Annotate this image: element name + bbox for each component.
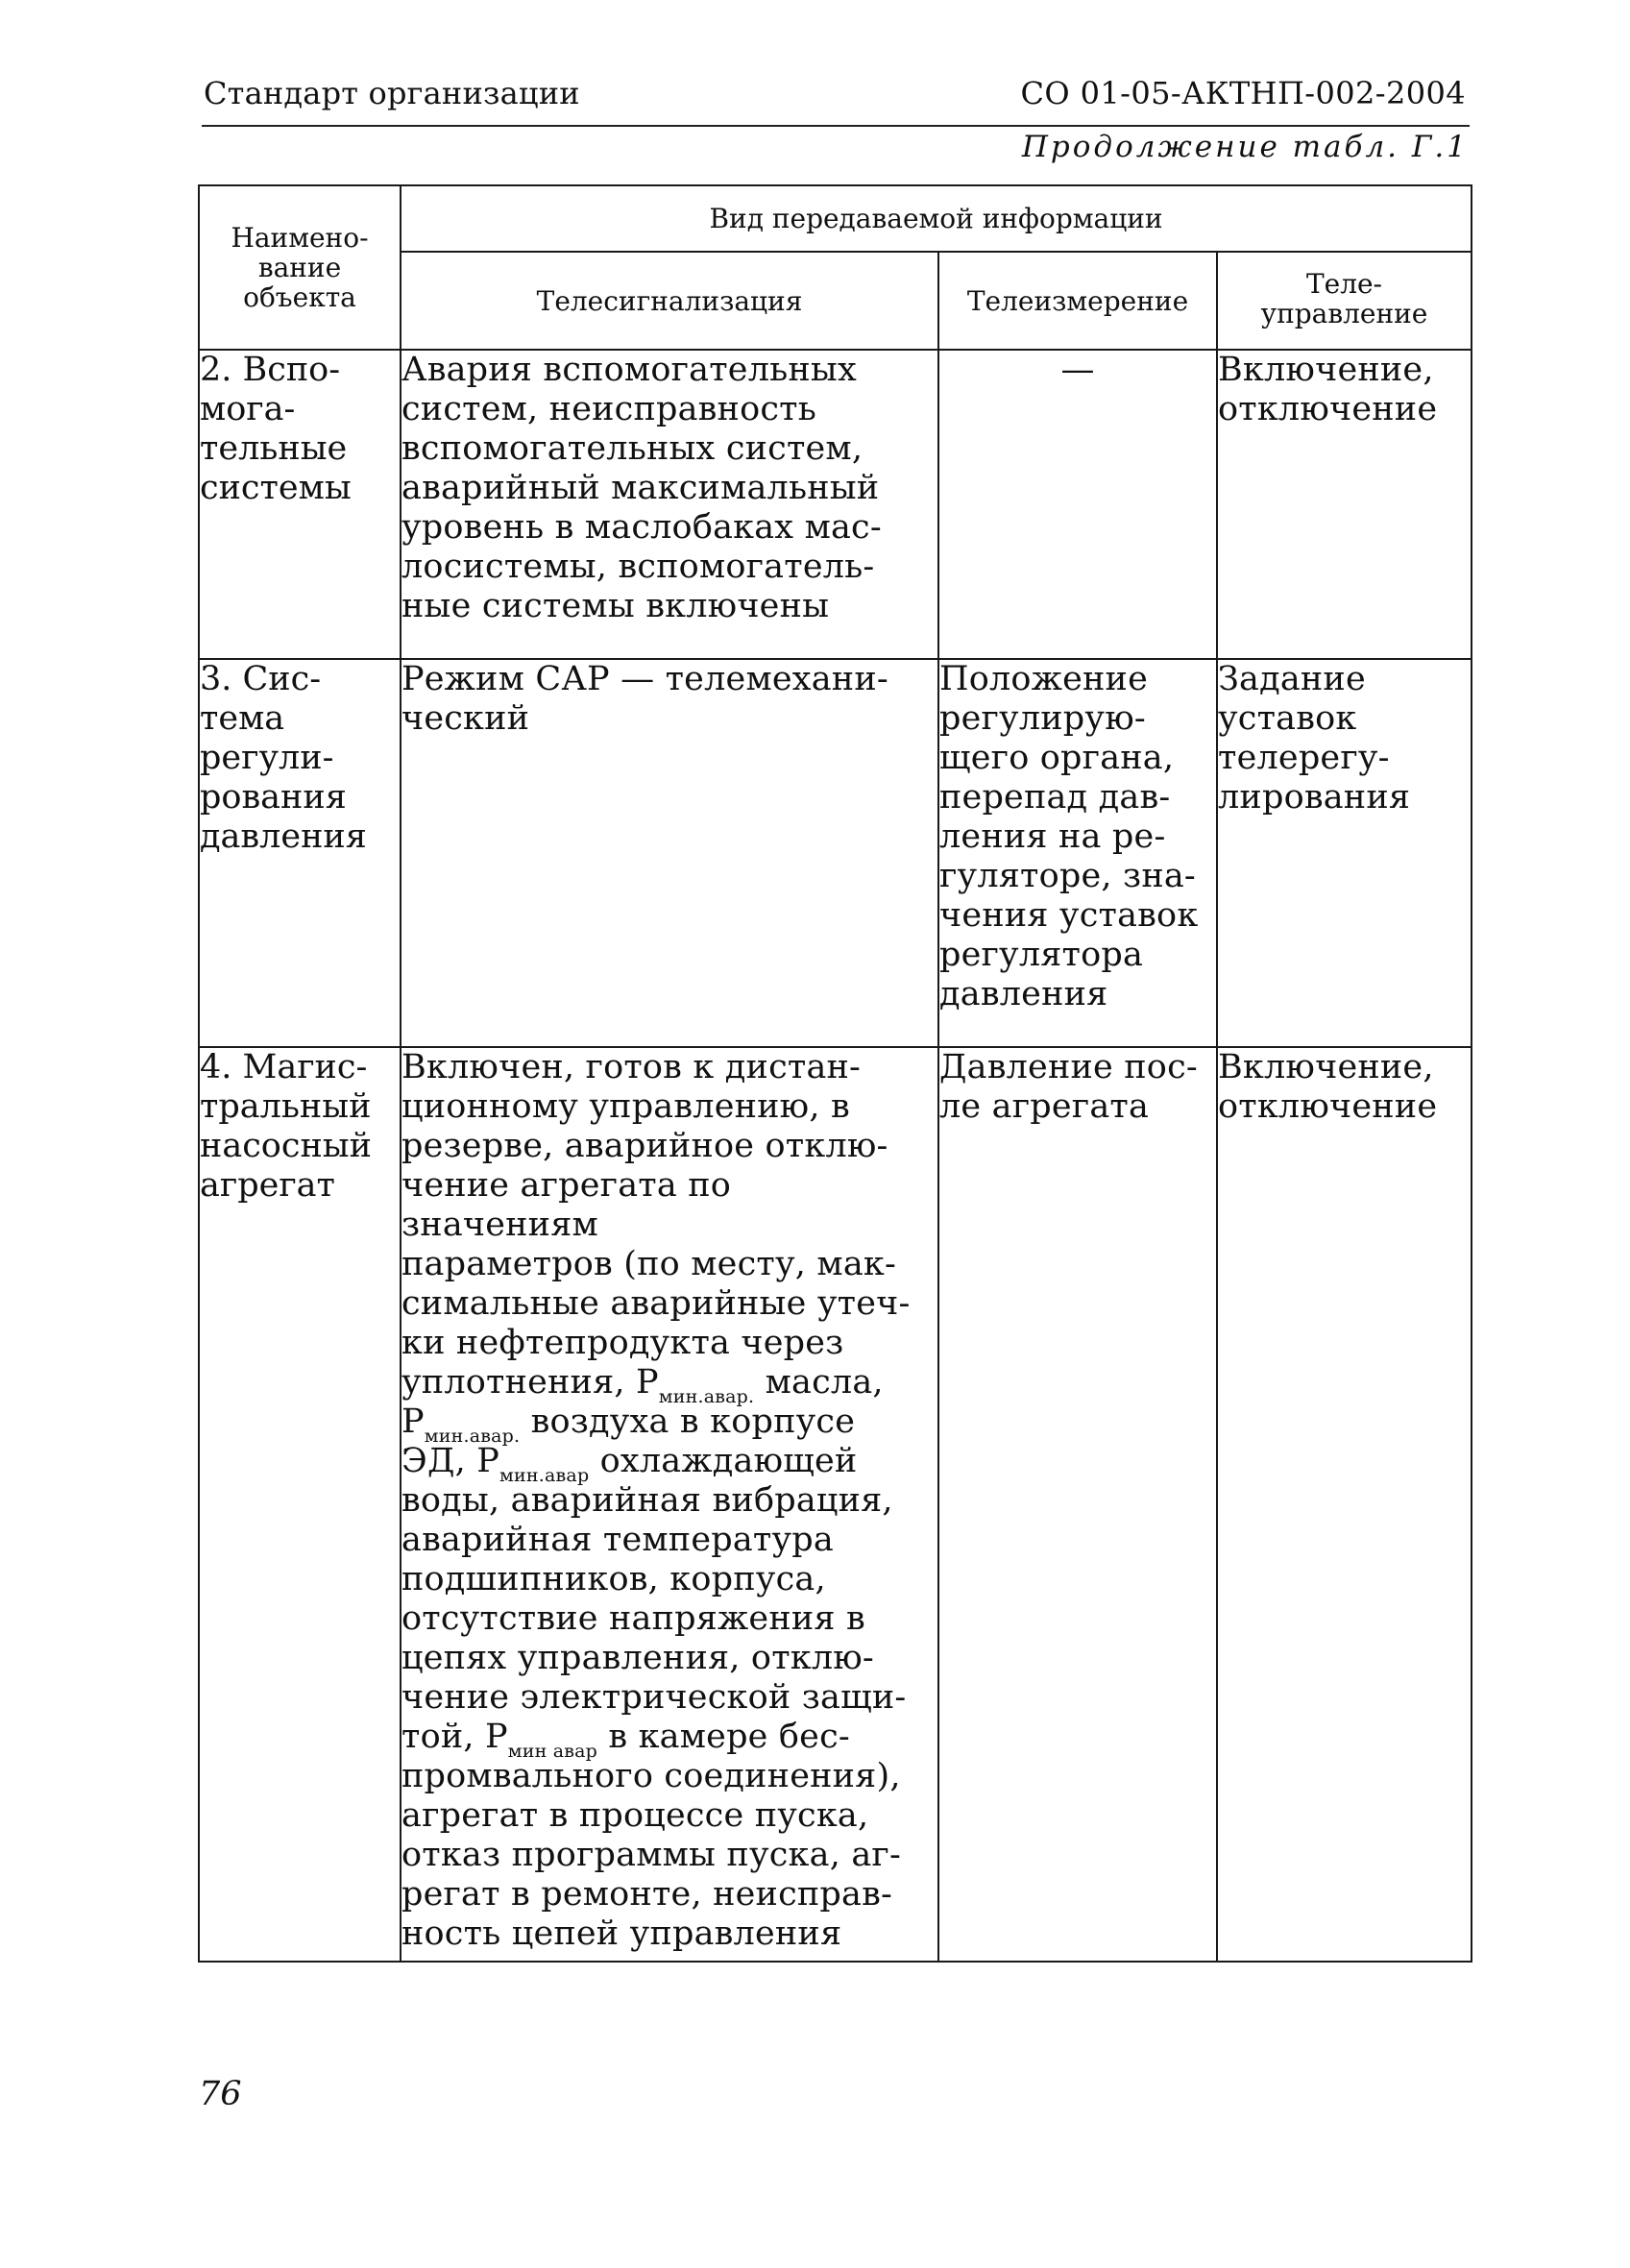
- table-continuation-label: Продолжение табл. Г.1: [1021, 130, 1469, 164]
- page-number: 76: [199, 2075, 242, 2113]
- signal-text: охлаждающей воды, аварийная вибрация, аварийная температура подшипников, корпуса, отсутствие напряжения в цепях управления, отклю- чение электрической защи- той, Р: [401, 1442, 907, 1756]
- telecontrol-cell: Задание уставок телерегу- лирования: [1217, 659, 1472, 1047]
- object-name-cell: 2. Вспо- мога- тельные системы: [199, 350, 401, 659]
- signal-text: масла, Р: [401, 1363, 884, 1441]
- object-name-header: Наимено- вание объекта: [199, 185, 401, 350]
- table-row: [199, 350, 1472, 659]
- telecontrol-cell: Включение, отключение: [1217, 350, 1472, 659]
- table-row: [199, 659, 1472, 1047]
- telemeasurement-cell: —: [938, 350, 1217, 659]
- telemeasurement-cell: Давление пос- ле агрегата: [938, 1047, 1217, 1962]
- telesignaling-cell: [401, 1047, 938, 1962]
- telecontrol-header: Теле- управление: [1217, 252, 1472, 350]
- telesignaling-cell: Режим САР — телемехани- ческий: [401, 659, 938, 1047]
- signal-text: Включен, готов к дистан- ционному управлению, в резерве, аварийное отклю- чение агрегата по значениям параметров (по месту, мак- симальные аварийные утеч- ки нефтепродукта через уплотнения, Р: [401, 1048, 911, 1402]
- object-name-cell: 4. Магис- тральный насосный агрегат: [199, 1047, 401, 1962]
- pressure-subscript: мин.авар: [499, 1465, 590, 1486]
- pressure-subscript: мин.авар.: [658, 1386, 755, 1407]
- pressure-subscript: мин.авар.: [424, 1426, 521, 1447]
- telesignaling-cell: Авария вспомогательных систем, неисправность вспомогательных систем, аварийный максимальный уровень в маслобаках мас- лосистемы, вспомогатель- ные системы включены: [401, 350, 938, 659]
- telecontrol-cell: Включение, отключение: [1217, 1047, 1472, 1962]
- telesignaling-header: Телесигнализация: [401, 252, 938, 350]
- information-table: [198, 184, 1472, 1963]
- telemeasurement-cell: Положение регулирую- щего органа, перепад дав- ления на ре- гуляторе, зна- чения уставок регулятора давления: [938, 659, 1217, 1047]
- signal-text: воздуха в корпусе ЭД, Р: [401, 1402, 856, 1480]
- document-code: СО 01-05-АКТНП-002-2004: [1020, 75, 1466, 111]
- pressure-subscript: мин авар: [507, 1741, 598, 1762]
- telemeasurement-header: Телеизмерение: [938, 252, 1217, 350]
- table-row: [199, 1047, 1472, 1962]
- signal-text: в камере бес- промвального соединения), агрегат в процессе пуска, отказ программы пуска, аг- регат в ремонте, неисправ- ность цепей управления: [401, 1718, 901, 1953]
- object-name-cell: 3. Сис- тема регули- рования давления: [199, 659, 401, 1047]
- information-type-header: Вид передаваемой информации: [401, 185, 1472, 252]
- organization-standard-label: Стандарт организации: [204, 75, 580, 111]
- page-header: [202, 73, 1470, 127]
